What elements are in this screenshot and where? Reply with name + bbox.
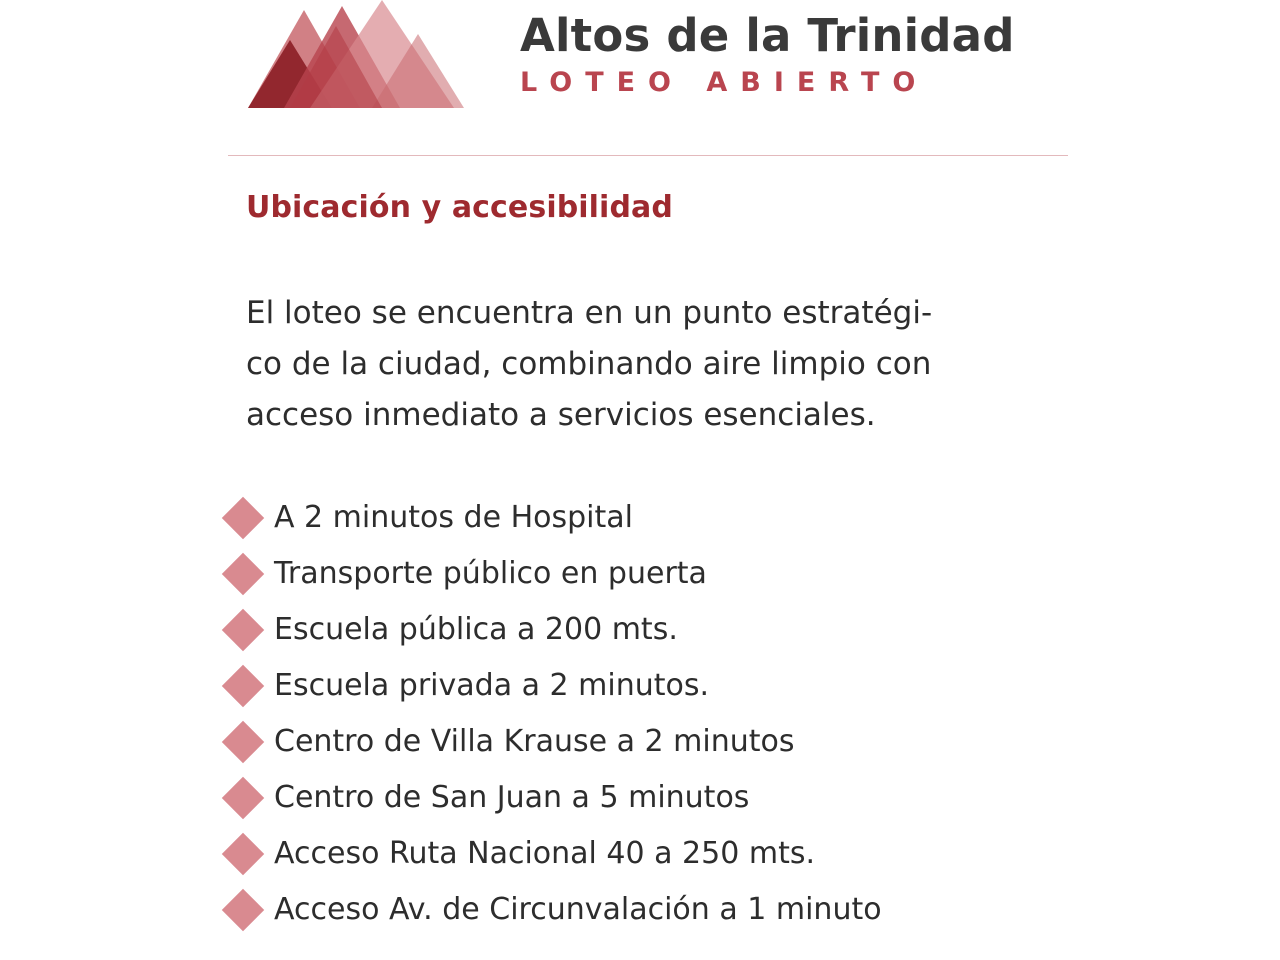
list-item-label: Acceso Ruta Nacional 40 a 250 mts. bbox=[274, 836, 816, 871]
list-item-label: Escuela privada a 2 minutos. bbox=[274, 668, 710, 703]
diamond-bullet-icon bbox=[222, 609, 264, 651]
diamond-bullet-icon bbox=[222, 665, 264, 707]
diamond-bullet-icon bbox=[222, 833, 264, 875]
list-item bbox=[228, 546, 1128, 602]
list-item-label: Centro de Villa Krause a 2 minutos bbox=[274, 724, 795, 759]
list-item bbox=[228, 770, 1128, 826]
list-item bbox=[228, 490, 1128, 546]
intro-line: co de la ciudad, combinando aire limpio con bbox=[246, 346, 932, 382]
header-divider bbox=[228, 155, 1068, 156]
list-item-label: Escuela pública a 200 mts. bbox=[274, 612, 678, 647]
section-title: Ubicación y accesibilidad bbox=[246, 190, 673, 225]
list-item-label: Transporte público en puerta bbox=[274, 556, 707, 591]
diamond-bullet-icon bbox=[222, 497, 264, 539]
list-item bbox=[228, 826, 1128, 882]
intro-paragraph bbox=[246, 288, 1036, 441]
brand-title: Altos de la Trinidad bbox=[520, 9, 1015, 62]
brand-block bbox=[520, 9, 1040, 99]
list-item bbox=[228, 658, 1128, 714]
mountain-peaks-icon bbox=[232, 0, 472, 112]
list-item bbox=[228, 602, 1128, 658]
feature-list bbox=[228, 490, 1128, 938]
list-item bbox=[228, 882, 1128, 938]
list-item bbox=[228, 714, 1128, 770]
document-header bbox=[0, 0, 1280, 150]
list-item-label: Centro de San Juan a 5 minutos bbox=[274, 780, 750, 815]
intro-line: acceso inmediato a servicios esenciales. bbox=[246, 397, 876, 433]
diamond-bullet-icon bbox=[222, 721, 264, 763]
diamond-bullet-icon bbox=[222, 777, 264, 819]
diamond-bullet-icon bbox=[222, 553, 264, 595]
diamond-bullet-icon bbox=[222, 889, 264, 931]
intro-line: El loteo se encuentra en un punto estratégi- bbox=[246, 295, 933, 331]
list-item-label: Acceso Av. de Circunvalación a 1 minuto bbox=[274, 892, 882, 927]
list-item-label: A 2 minutos de Hospital bbox=[274, 500, 633, 535]
brand-subtitle: LOTEO ABIERTO bbox=[520, 67, 929, 99]
